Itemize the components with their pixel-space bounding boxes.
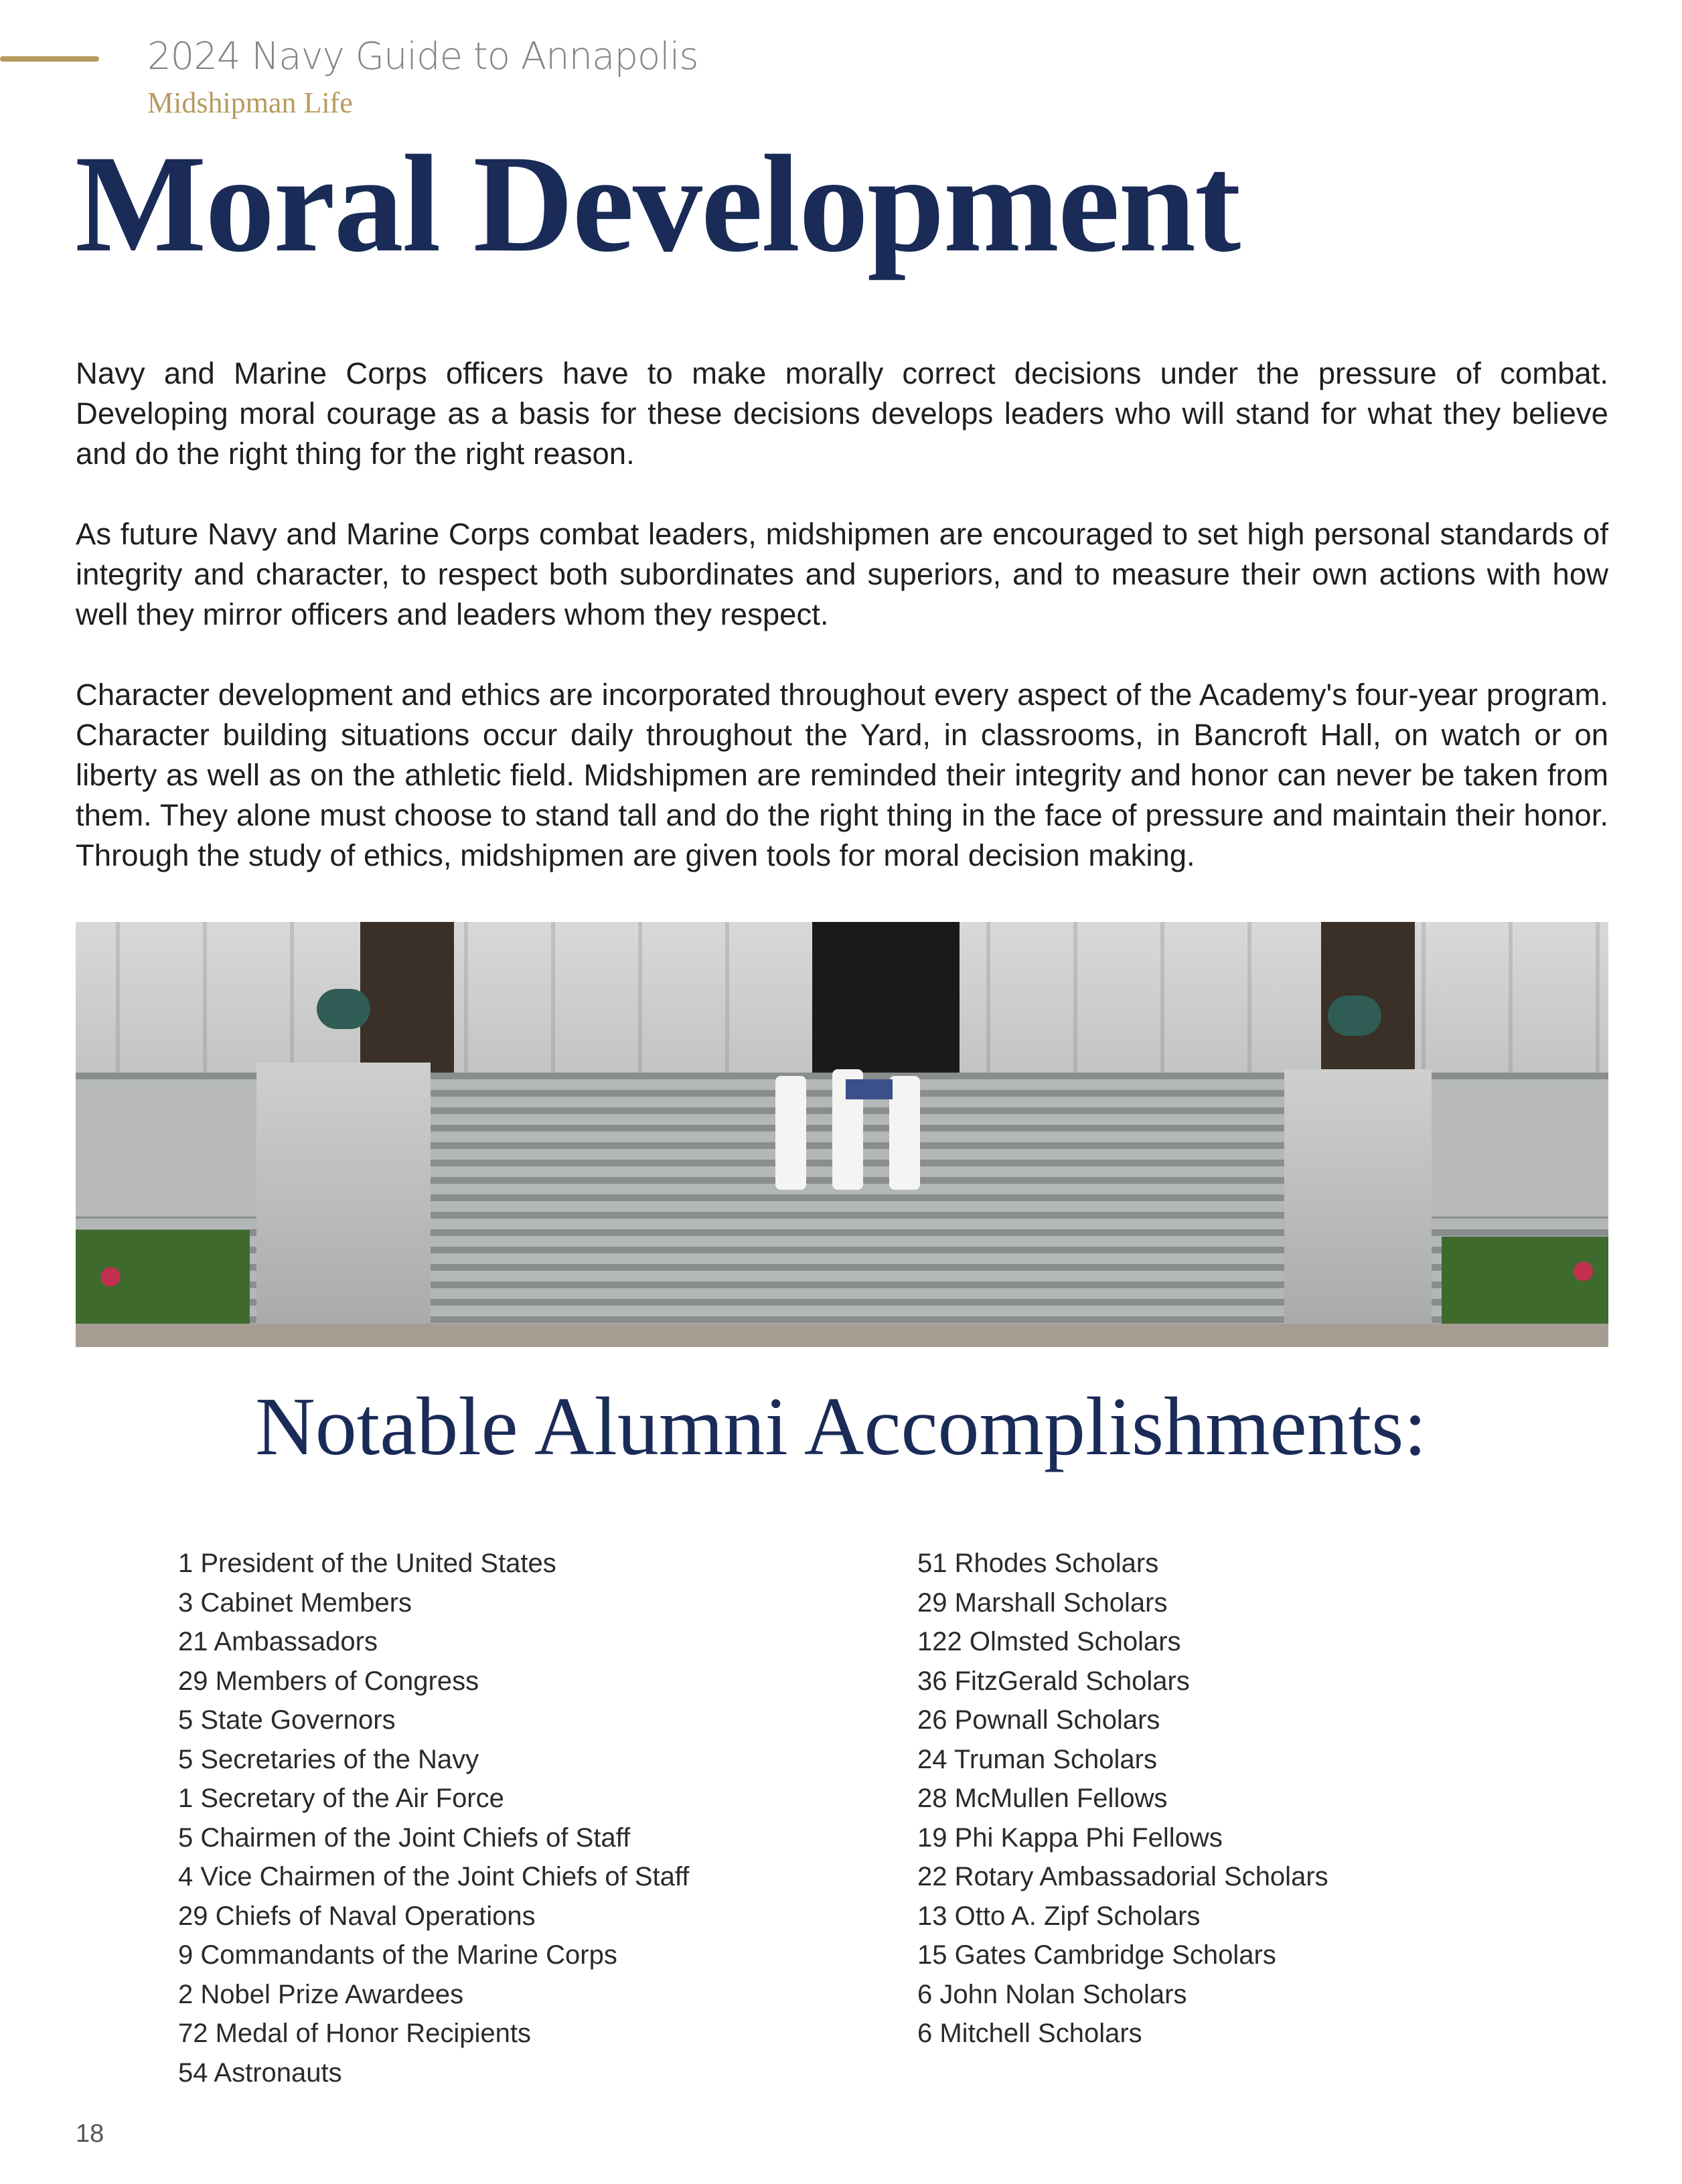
list-item: 29 Chiefs of Naval Operations xyxy=(178,1901,536,1931)
guide-title: 2024 Navy Guide to Annapolis xyxy=(147,35,698,78)
list-item: 36 FitzGerald Scholars xyxy=(917,1666,1190,1696)
list-item: 15 Gates Cambridge Scholars xyxy=(917,1940,1276,1970)
list-item: 5 State Governors xyxy=(178,1705,396,1735)
list-item: 54 Astronauts xyxy=(178,2057,342,2088)
alumni-list-left xyxy=(178,1544,689,2092)
list-item: 24 Truman Scholars xyxy=(917,1744,1157,1774)
list-item: 6 John Nolan Scholars xyxy=(917,1979,1187,2009)
list-item: 72 Medal of Honor Recipients xyxy=(178,2019,531,2048)
list-item: 3 Cabinet Members xyxy=(178,1587,412,1618)
page-number: 18 xyxy=(76,2120,104,2148)
list-item: 26 Pownall Scholars xyxy=(917,1705,1160,1735)
list-item: 28 McMullen Fellows xyxy=(917,1784,1168,1813)
list-item: 29 Members of Congress xyxy=(178,1666,479,1696)
list-item: 122 Olmsted Scholars xyxy=(917,1627,1181,1656)
list-item: 5 Chairmen of the Joint Chiefs of Staff xyxy=(178,1822,631,1853)
bancroft-hall-steps-photo xyxy=(76,922,1608,1347)
paragraph-2: As future Navy and Marine Corps combat leaders, midshipmen are encouraged to set high personal standards of integrity and character, to respect both subordinates and superiors, and to measure their own actions with how well they mirror officers and leaders whom they respect. xyxy=(76,517,1608,631)
list-item: 22 Rotary Ambassadorial Scholars xyxy=(917,1862,1328,1891)
list-item: 51 Rhodes Scholars xyxy=(917,1549,1159,1578)
list-item: 5 Secretaries of the Navy xyxy=(178,1744,479,1774)
list-item: 2 Nobel Prize Awardees xyxy=(178,1979,464,2009)
header-accent-rule xyxy=(0,56,99,62)
list-item: 21 Ambassadors xyxy=(178,1627,378,1656)
list-item: 9 Commandants of the Marine Corps xyxy=(178,1940,617,1970)
list-item: 13 Otto A. Zipf Scholars xyxy=(917,1901,1201,1931)
paragraph-3: Character development and ethics are incorporated throughout every aspect of the Academy's four-year program. Character building situations occur daily throughout the Yard, in classrooms, in Bancroft Hall, on watch or on liberty as well as on the athletic field. Midshipmen are reminded their integrity and honor can never be taken from them. They alone must choose to stand tall and do the right thing in the face of pressure and maintain their honor. Through the study of ethics, midshipmen are given tools for moral decision making. xyxy=(76,678,1608,872)
list-item: 1 President of the United States xyxy=(178,1549,556,1578)
list-item: 4 Vice Chairmen of the Joint Chiefs of Staff xyxy=(178,1862,690,1891)
list-item: 1 Secretary of the Air Force xyxy=(178,1784,504,1813)
paragraph-1: Navy and Marine Corps officers have to make morally correct decisions under the pressure of combat. Developing moral courage as a basis for these decisions develops leaders who will stand for what they believe and do the right thing for the right reason. xyxy=(76,356,1608,471)
alumni-list-right xyxy=(917,1544,1328,2053)
list-item: 19 Phi Kappa Phi Fellows xyxy=(917,1822,1223,1853)
list-item: 29 Marshall Scholars xyxy=(917,1587,1168,1618)
page-title: Moral Development xyxy=(75,127,1240,281)
section-label: Midshipman Life xyxy=(147,86,353,119)
alumni-heading: Notable Alumni Accomplishments: xyxy=(255,1381,1427,1472)
list-item: 6 Mitchell Scholars xyxy=(917,2019,1142,2048)
